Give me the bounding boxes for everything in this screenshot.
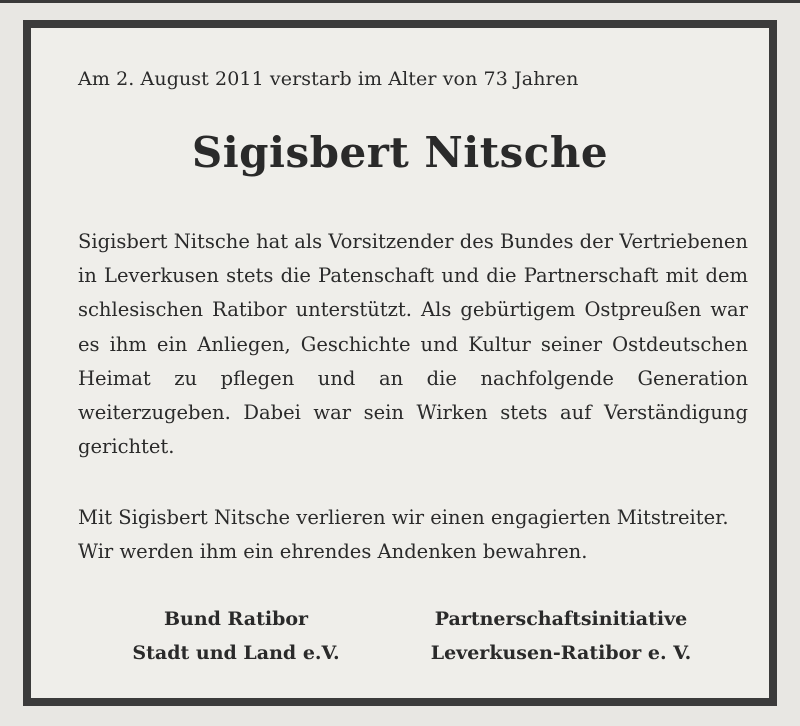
- deceased-name: Sigisbert Nitsche: [191, 128, 609, 177]
- signatory-name: Partnerschaftsinitiative: [434, 608, 688, 630]
- signatory-subtitle: Stadt und Land e.V.: [132, 642, 340, 664]
- tribute-paragraph: Sigisbert Nitsche hat als Vorsitzender des Bundes der Vertriebenen in Leverkusen stets die Patenschaft und die Partnerschaft mit dem schlesischen Ratibor unterstützt. Als gebürtigem Ostpreußen war es ihm ein Anliegen, Geschichte und Kultur seiner Ostdeutschen Heimat zu pflegen und an die nachfolgende Generation weiterzugeben. Dabei war sein Wirken stets auf Verständigung gerichtet.: [78, 230, 748, 459]
- signatory-name: Bund Ratibor: [163, 608, 309, 630]
- closing-line: Mit Sigisbert Nitsche verlieren wir einen engagierten Mitstreiter.: [78, 506, 729, 529]
- closing-line: Wir werden ihm ein ehrendes Andenken bewahren.: [78, 540, 588, 563]
- top-divider: [0, 0, 800, 3]
- signatory-subtitle: Leverkusen-Ratibor e. V.: [430, 642, 692, 664]
- closing-paragraph: [78, 501, 758, 569]
- intro-line: Am 2. August 2011 verstarb im Alter von 73 Jahren: [78, 68, 579, 90]
- signatory-bund-ratibor: [121, 602, 351, 670]
- signatory-partnerschaftsinitiative: [411, 602, 711, 670]
- obituary-notice: [23, 20, 777, 706]
